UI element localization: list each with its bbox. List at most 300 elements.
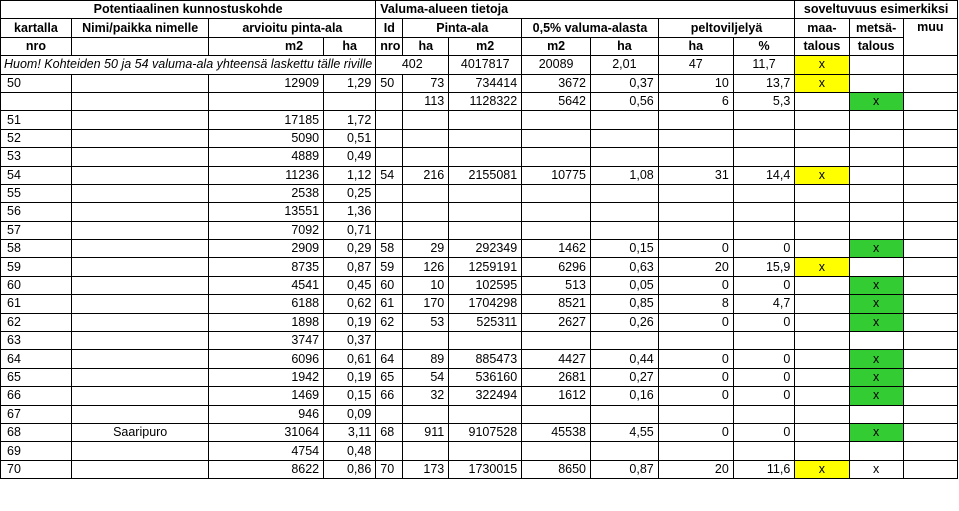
cell-id: 59 bbox=[376, 258, 403, 276]
table-row bbox=[1, 460, 958, 478]
table-row bbox=[1, 221, 958, 239]
cell-ha: 0,62 bbox=[324, 295, 376, 313]
cell-pa-ha bbox=[403, 332, 449, 350]
note-maa: x bbox=[795, 56, 849, 74]
header-ha: ha bbox=[324, 37, 376, 55]
cell-pa-ha: 73 bbox=[403, 74, 449, 92]
cell-maa: x bbox=[795, 258, 849, 276]
cell-muu bbox=[903, 332, 957, 350]
cell-id: 50 bbox=[376, 74, 403, 92]
cell-val-m2: 513 bbox=[522, 276, 591, 294]
cell-metsa: x bbox=[849, 295, 903, 313]
cell-pelto-pct: 11,6 bbox=[733, 460, 795, 478]
cell-maa bbox=[795, 111, 849, 129]
cell-id: 61 bbox=[376, 295, 403, 313]
cell-pa-ha: 173 bbox=[403, 460, 449, 478]
cell-m2: 4889 bbox=[209, 148, 324, 166]
cell-m2: 946 bbox=[209, 405, 324, 423]
cell-val-m2: 2681 bbox=[522, 368, 591, 386]
cell-pa-m2 bbox=[449, 203, 522, 221]
cell-pelto-pct: 0 bbox=[733, 240, 795, 258]
table-row bbox=[1, 74, 958, 92]
cell-nro: 56 bbox=[1, 203, 72, 221]
cell-id: 58 bbox=[376, 240, 403, 258]
cell-pa-ha bbox=[403, 221, 449, 239]
cell-val-ha: 0,15 bbox=[591, 240, 659, 258]
cell-val-ha bbox=[591, 203, 659, 221]
cell-pa-ha bbox=[403, 203, 449, 221]
cell-pa-m2: 292349 bbox=[449, 240, 522, 258]
cell-pelto-pct: 15,9 bbox=[733, 258, 795, 276]
cell-pelto-ha: 20 bbox=[658, 258, 733, 276]
cell-pa-m2: 2155081 bbox=[449, 166, 522, 184]
note-pelto-pct: 11,7 bbox=[733, 56, 795, 74]
cell-muu bbox=[903, 203, 957, 221]
cell-pelto-ha bbox=[658, 148, 733, 166]
cell-m2 bbox=[209, 92, 324, 110]
cell-pa-ha bbox=[403, 148, 449, 166]
note-pa-ha: 402 bbox=[376, 56, 449, 74]
cell-pa-m2: 1704298 bbox=[449, 295, 522, 313]
cell-nro: 52 bbox=[1, 129, 72, 147]
cell-nimi bbox=[71, 387, 209, 405]
cell-nimi bbox=[71, 203, 209, 221]
header-pa-m2: m2 bbox=[449, 37, 522, 55]
cell-val-ha: 0,87 bbox=[591, 460, 659, 478]
note-pa-m2: 4017817 bbox=[449, 56, 522, 74]
note-pelto-ha: 47 bbox=[658, 56, 733, 74]
cell-pa-ha: 113 bbox=[403, 92, 449, 110]
cell-maa bbox=[795, 332, 849, 350]
cell-val-m2 bbox=[522, 332, 591, 350]
table-row bbox=[1, 350, 958, 368]
note-val-m2: 20089 bbox=[522, 56, 591, 74]
cell-pelto-pct bbox=[733, 111, 795, 129]
cell-nro: 54 bbox=[1, 166, 72, 184]
cell-id: 66 bbox=[376, 387, 403, 405]
cell-m2: 1942 bbox=[209, 368, 324, 386]
cell-val-m2: 1462 bbox=[522, 240, 591, 258]
cell-muu bbox=[903, 92, 957, 110]
cell-pa-m2: 322494 bbox=[449, 387, 522, 405]
header-pelto: peltoviljelyä bbox=[658, 19, 795, 37]
cell-pa-m2: 102595 bbox=[449, 276, 522, 294]
cell-muu bbox=[903, 258, 957, 276]
cell-nro: 65 bbox=[1, 368, 72, 386]
cell-muu bbox=[903, 460, 957, 478]
cell-nimi bbox=[71, 184, 209, 202]
cell-ha: 3,11 bbox=[324, 423, 376, 441]
header-metsa: metsä- bbox=[849, 19, 903, 37]
cell-metsa: x bbox=[849, 460, 903, 478]
cell-metsa bbox=[849, 184, 903, 202]
cell-pelto-ha bbox=[658, 332, 733, 350]
cell-m2: 1469 bbox=[209, 387, 324, 405]
header-potential: Potentiaalinen kunnostuskohde bbox=[1, 1, 376, 19]
cell-ha: 0,19 bbox=[324, 313, 376, 331]
cell-maa bbox=[795, 313, 849, 331]
cell-id bbox=[376, 442, 403, 460]
cell-pelto-ha: 0 bbox=[658, 313, 733, 331]
header-suitability: soveltuvuus esimerkiksi bbox=[795, 1, 958, 19]
cell-metsa: x bbox=[849, 387, 903, 405]
cell-metsa: x bbox=[849, 240, 903, 258]
cell-maa: x bbox=[795, 166, 849, 184]
cell-metsa bbox=[849, 111, 903, 129]
cell-m2: 1898 bbox=[209, 313, 324, 331]
cell-ha: 0,15 bbox=[324, 387, 376, 405]
cell-id bbox=[376, 332, 403, 350]
cell-pelto-pct: 0 bbox=[733, 350, 795, 368]
cell-pa-ha: 29 bbox=[403, 240, 449, 258]
cell-pelto-ha: 0 bbox=[658, 368, 733, 386]
cell-val-m2 bbox=[522, 148, 591, 166]
cell-val-ha bbox=[591, 405, 659, 423]
cell-val-m2 bbox=[522, 129, 591, 147]
note-muu bbox=[903, 56, 957, 74]
cell-nimi bbox=[71, 276, 209, 294]
cell-val-ha: 0,16 bbox=[591, 387, 659, 405]
cell-val-m2: 4427 bbox=[522, 350, 591, 368]
header-maa-talous: talous bbox=[795, 37, 849, 55]
cell-ha: 0,25 bbox=[324, 184, 376, 202]
cell-val-ha: 0,26 bbox=[591, 313, 659, 331]
cell-pa-ha: 10 bbox=[403, 276, 449, 294]
cell-metsa bbox=[849, 221, 903, 239]
cell-pelto-pct: 4,7 bbox=[733, 295, 795, 313]
cell-val-ha bbox=[591, 184, 659, 202]
cell-muu bbox=[903, 405, 957, 423]
cell-val-m2: 1612 bbox=[522, 387, 591, 405]
header-nimi-blank bbox=[71, 37, 209, 55]
cell-pelto-ha: 0 bbox=[658, 240, 733, 258]
cell-metsa: x bbox=[849, 313, 903, 331]
table-row bbox=[1, 166, 958, 184]
cell-nimi bbox=[71, 221, 209, 239]
cell-metsa: x bbox=[849, 423, 903, 441]
cell-metsa: x bbox=[849, 276, 903, 294]
cell-m2: 4541 bbox=[209, 276, 324, 294]
cell-nro bbox=[1, 92, 72, 110]
cell-pa-ha: 170 bbox=[403, 295, 449, 313]
cell-m2: 31064 bbox=[209, 423, 324, 441]
cell-pelto-pct bbox=[733, 332, 795, 350]
cell-nimi bbox=[71, 405, 209, 423]
cell-maa: x bbox=[795, 74, 849, 92]
note-text: Huom! Kohteiden 50 ja 54 valuma-ala yhteensä laskettu tälle riville bbox=[1, 56, 376, 74]
cell-pelto-ha: 20 bbox=[658, 460, 733, 478]
cell-nro: 67 bbox=[1, 405, 72, 423]
cell-val-ha: 0,85 bbox=[591, 295, 659, 313]
cell-val-ha bbox=[591, 129, 659, 147]
cell-id: 60 bbox=[376, 276, 403, 294]
cell-pelto-ha bbox=[658, 129, 733, 147]
cell-pa-m2 bbox=[449, 332, 522, 350]
cell-val-ha: 0,63 bbox=[591, 258, 659, 276]
cell-val-m2: 10775 bbox=[522, 166, 591, 184]
cell-pelto-ha bbox=[658, 184, 733, 202]
cell-maa bbox=[795, 129, 849, 147]
cell-m2: 8735 bbox=[209, 258, 324, 276]
cell-nro: 59 bbox=[1, 258, 72, 276]
cell-pelto-pct: 13,7 bbox=[733, 74, 795, 92]
cell-pa-ha bbox=[403, 111, 449, 129]
cell-m2: 6096 bbox=[209, 350, 324, 368]
cell-id bbox=[376, 129, 403, 147]
cell-pelto-ha bbox=[658, 442, 733, 460]
cell-nro: 61 bbox=[1, 295, 72, 313]
header-kartalla: kartalla bbox=[1, 19, 72, 37]
header-maa: maa- bbox=[795, 19, 849, 37]
cell-nro: 64 bbox=[1, 350, 72, 368]
cell-pelto-pct: 0 bbox=[733, 387, 795, 405]
cell-metsa bbox=[849, 442, 903, 460]
cell-nimi bbox=[71, 295, 209, 313]
cell-val-m2 bbox=[522, 442, 591, 460]
cell-muu bbox=[903, 350, 957, 368]
cell-muu bbox=[903, 423, 957, 441]
cell-val-m2 bbox=[522, 203, 591, 221]
table-row bbox=[1, 387, 958, 405]
cell-metsa: x bbox=[849, 350, 903, 368]
cell-pelto-ha: 10 bbox=[658, 74, 733, 92]
header-row-groups bbox=[1, 1, 958, 19]
cell-pelto-ha: 0 bbox=[658, 423, 733, 441]
note-val-ha: 2,01 bbox=[591, 56, 659, 74]
cell-nro: 58 bbox=[1, 240, 72, 258]
cell-nro: 63 bbox=[1, 332, 72, 350]
cell-m2: 12909 bbox=[209, 74, 324, 92]
cell-nimi bbox=[71, 148, 209, 166]
cell-muu bbox=[903, 295, 957, 313]
table-row bbox=[1, 313, 958, 331]
cell-pa-m2 bbox=[449, 221, 522, 239]
cell-pelto-ha: 31 bbox=[658, 166, 733, 184]
cell-nro: 53 bbox=[1, 148, 72, 166]
header-val-ha: ha bbox=[591, 37, 659, 55]
cell-metsa: x bbox=[849, 92, 903, 110]
cell-val-ha: 0,56 bbox=[591, 92, 659, 110]
cell-maa bbox=[795, 148, 849, 166]
cell-pelto-pct: 14,4 bbox=[733, 166, 795, 184]
cell-val-m2 bbox=[522, 221, 591, 239]
cell-pelto-ha: 0 bbox=[658, 350, 733, 368]
cell-id bbox=[376, 405, 403, 423]
cell-nimi bbox=[71, 92, 209, 110]
cell-nimi bbox=[71, 332, 209, 350]
cell-maa bbox=[795, 442, 849, 460]
cell-val-m2 bbox=[522, 405, 591, 423]
cell-val-ha: 1,08 bbox=[591, 166, 659, 184]
cell-metsa bbox=[849, 405, 903, 423]
cell-ha: 1,12 bbox=[324, 166, 376, 184]
cell-muu bbox=[903, 74, 957, 92]
cell-pelto-ha bbox=[658, 405, 733, 423]
cell-ha: 0,37 bbox=[324, 332, 376, 350]
cell-id bbox=[376, 184, 403, 202]
cell-nimi bbox=[71, 442, 209, 460]
cell-pa-m2 bbox=[449, 129, 522, 147]
cell-pa-ha bbox=[403, 442, 449, 460]
cell-m2: 13551 bbox=[209, 203, 324, 221]
cell-nimi bbox=[71, 460, 209, 478]
cell-ha: 1,36 bbox=[324, 203, 376, 221]
cell-muu bbox=[903, 221, 957, 239]
cell-id bbox=[376, 221, 403, 239]
header-m2: m2 bbox=[209, 37, 324, 55]
table-row bbox=[1, 442, 958, 460]
cell-ha: 0,19 bbox=[324, 368, 376, 386]
header-metsa-talous: talous bbox=[849, 37, 903, 55]
cell-muu bbox=[903, 148, 957, 166]
cell-m2: 2909 bbox=[209, 240, 324, 258]
cell-nimi bbox=[71, 166, 209, 184]
cell-pelto-pct bbox=[733, 442, 795, 460]
cell-maa bbox=[795, 405, 849, 423]
cell-pa-m2: 525311 bbox=[449, 313, 522, 331]
cell-pa-m2 bbox=[449, 405, 522, 423]
cell-nimi bbox=[71, 129, 209, 147]
cell-id: 62 bbox=[376, 313, 403, 331]
cell-pa-ha bbox=[403, 129, 449, 147]
cell-pa-m2 bbox=[449, 111, 522, 129]
header-pelto-pct: % bbox=[733, 37, 795, 55]
header-muu: muu bbox=[903, 19, 957, 56]
cell-m2: 6188 bbox=[209, 295, 324, 313]
header-row-names bbox=[1, 19, 958, 37]
cell-pelto-ha: 0 bbox=[658, 276, 733, 294]
cell-id: 65 bbox=[376, 368, 403, 386]
cell-metsa bbox=[849, 332, 903, 350]
cell-val-ha bbox=[591, 442, 659, 460]
header-nimi: Nimi/paikka nimelle bbox=[71, 19, 209, 37]
cell-val-ha: 0,44 bbox=[591, 350, 659, 368]
cell-ha: 0,49 bbox=[324, 148, 376, 166]
cell-pelto-pct bbox=[733, 405, 795, 423]
cell-muu bbox=[903, 129, 957, 147]
cell-ha: 1,72 bbox=[324, 111, 376, 129]
table-row bbox=[1, 92, 958, 110]
cell-nro: 69 bbox=[1, 442, 72, 460]
cell-id bbox=[376, 148, 403, 166]
cell-metsa bbox=[849, 258, 903, 276]
cell-maa bbox=[795, 221, 849, 239]
cell-pa-m2 bbox=[449, 442, 522, 460]
cell-nro: 70 bbox=[1, 460, 72, 478]
cell-muu bbox=[903, 184, 957, 202]
cell-m2: 11236 bbox=[209, 166, 324, 184]
cell-nimi bbox=[71, 240, 209, 258]
cell-pelto-ha bbox=[658, 203, 733, 221]
cell-muu bbox=[903, 276, 957, 294]
cell-val-m2: 2627 bbox=[522, 313, 591, 331]
header-valuma: 0,5% valuma-alasta bbox=[522, 19, 659, 37]
cell-maa bbox=[795, 203, 849, 221]
cell-muu bbox=[903, 442, 957, 460]
cell-pa-m2 bbox=[449, 148, 522, 166]
cell-muu bbox=[903, 313, 957, 331]
header-row-units bbox=[1, 37, 958, 55]
cell-id bbox=[376, 111, 403, 129]
cell-muu bbox=[903, 368, 957, 386]
cell-metsa bbox=[849, 129, 903, 147]
cell-pa-ha: 216 bbox=[403, 166, 449, 184]
cell-pelto-ha bbox=[658, 221, 733, 239]
cell-metsa: x bbox=[849, 368, 903, 386]
cell-id: 64 bbox=[376, 350, 403, 368]
cell-pelto-pct bbox=[733, 184, 795, 202]
cell-val-m2: 45538 bbox=[522, 423, 591, 441]
cell-maa bbox=[795, 387, 849, 405]
cell-pa-m2: 1259191 bbox=[449, 258, 522, 276]
cell-metsa bbox=[849, 148, 903, 166]
cell-val-m2: 8650 bbox=[522, 460, 591, 478]
header-pa-ha: ha bbox=[403, 37, 449, 55]
table-row bbox=[1, 148, 958, 166]
cell-pa-m2: 1730015 bbox=[449, 460, 522, 478]
cell-pa-ha: 911 bbox=[403, 423, 449, 441]
table-row bbox=[1, 295, 958, 313]
cell-muu bbox=[903, 387, 957, 405]
cell-maa bbox=[795, 184, 849, 202]
cell-nro: 60 bbox=[1, 276, 72, 294]
cell-pa-ha: 89 bbox=[403, 350, 449, 368]
cell-pa-m2 bbox=[449, 184, 522, 202]
table-row bbox=[1, 332, 958, 350]
cell-maa bbox=[795, 350, 849, 368]
cell-muu bbox=[903, 240, 957, 258]
cell-pelto-ha: 6 bbox=[658, 92, 733, 110]
cell-pelto-ha bbox=[658, 111, 733, 129]
cell-pa-m2: 734414 bbox=[449, 74, 522, 92]
cell-ha: 0,09 bbox=[324, 405, 376, 423]
cell-metsa bbox=[849, 203, 903, 221]
cell-m2: 5090 bbox=[209, 129, 324, 147]
table-row bbox=[1, 276, 958, 294]
cell-pelto-pct bbox=[733, 148, 795, 166]
cell-nimi bbox=[71, 74, 209, 92]
header-id-nro: nro bbox=[376, 37, 403, 55]
cell-val-m2: 8521 bbox=[522, 295, 591, 313]
cell-m2: 4754 bbox=[209, 442, 324, 460]
cell-m2: 17185 bbox=[209, 111, 324, 129]
cell-nimi bbox=[71, 313, 209, 331]
cell-pelto-pct bbox=[733, 221, 795, 239]
cell-nro: 57 bbox=[1, 221, 72, 239]
cell-nro: 51 bbox=[1, 111, 72, 129]
cell-val-m2 bbox=[522, 111, 591, 129]
cell-ha bbox=[324, 92, 376, 110]
cell-val-m2: 5642 bbox=[522, 92, 591, 110]
cell-ha: 0,61 bbox=[324, 350, 376, 368]
note-metsa bbox=[849, 56, 903, 74]
cell-id: 54 bbox=[376, 166, 403, 184]
cell-muu bbox=[903, 166, 957, 184]
table-row bbox=[1, 129, 958, 147]
cell-ha: 0,29 bbox=[324, 240, 376, 258]
cell-ha: 0,86 bbox=[324, 460, 376, 478]
cell-nimi bbox=[71, 111, 209, 129]
cell-m2: 3747 bbox=[209, 332, 324, 350]
header-val-m2: m2 bbox=[522, 37, 591, 55]
cell-pelto-pct: 0 bbox=[733, 368, 795, 386]
header-arvioitu: arvioitu pinta-ala bbox=[209, 19, 376, 37]
cell-maa bbox=[795, 240, 849, 258]
cell-nimi bbox=[71, 368, 209, 386]
cell-nro: 68 bbox=[1, 423, 72, 441]
cell-val-m2 bbox=[522, 184, 591, 202]
cell-id bbox=[376, 92, 403, 110]
